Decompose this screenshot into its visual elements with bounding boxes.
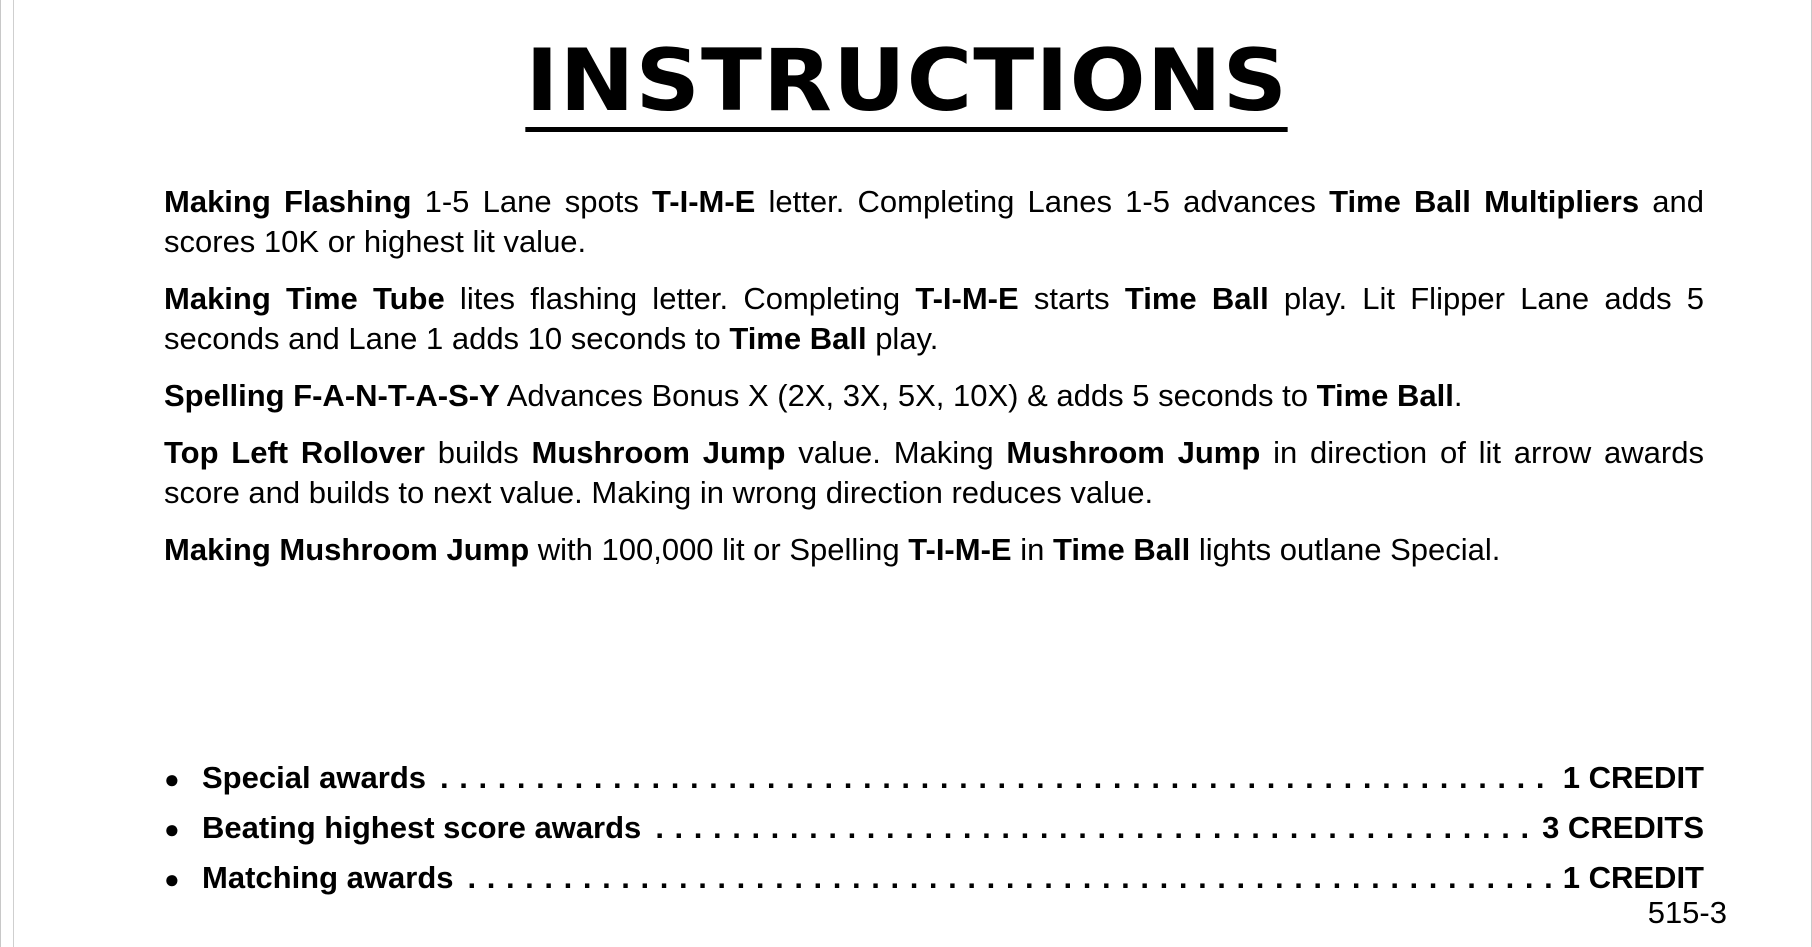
dot-leader	[468, 853, 1551, 903]
rule-bold-text: T-I-M-E	[908, 532, 1012, 567]
bullet-icon: ●	[164, 864, 180, 894]
rule-bold-text: Making Time Tube	[164, 281, 445, 316]
rule-bold-text: Mushroom Jump	[1006, 435, 1261, 470]
rule-bold-text: T-I-M-E	[652, 184, 756, 219]
rule-paragraph	[164, 530, 1704, 570]
rule-text: 1-5 Lane spots	[411, 184, 653, 219]
award-label: Special awards	[202, 760, 427, 795]
dot-leader	[655, 803, 1530, 853]
title-text: INSTRUCTIONS	[525, 31, 1289, 131]
rule-paragraph	[164, 376, 1704, 416]
rule-bold-text: Making Flashing	[164, 184, 412, 219]
award-row	[164, 753, 1704, 803]
award-value: 1 CREDIT	[1562, 860, 1704, 895]
rule-bold-text: Mushroom Jump	[531, 435, 786, 470]
rule-text: in direction of lit arrow awards score and builds to next value. Making in wrong direction reduces value.	[164, 435, 1704, 510]
rule-bold-text: Making Mushroom Jump	[164, 532, 530, 567]
rule-bold-text: Time Ball	[729, 321, 867, 356]
rule-bold-text: Time Ball	[1124, 281, 1269, 316]
rule-bold-text: Time Ball	[1316, 378, 1454, 413]
award-row	[164, 803, 1704, 853]
award-label: Beating highest score awards	[202, 810, 642, 845]
awards-list	[164, 753, 1704, 903]
rule-text: letter. Completing Lanes 1-5 advances	[755, 184, 1330, 219]
dot-leader	[440, 753, 1551, 803]
rule-text: value. Making	[785, 435, 1007, 470]
rule-bold-text: Time Ball Multipliers	[1329, 184, 1640, 219]
award-row	[164, 853, 1704, 903]
award-value: 3 CREDITS	[1542, 810, 1704, 845]
page-edge-line	[13, 0, 14, 947]
rules-list	[164, 182, 1704, 587]
rule-bold-text: Spelling F-A-N-T-A-S-Y	[164, 378, 500, 413]
rule-text: in	[1011, 532, 1053, 567]
rule-text: lites flashing letter. Completing	[444, 281, 916, 316]
rule-bold-text: T-I-M-E	[915, 281, 1019, 316]
award-value: 1 CREDIT	[1562, 760, 1704, 795]
rule-paragraph	[164, 433, 1704, 513]
rule-text: play.	[866, 321, 939, 356]
rule-text: with 100,000 lit or Spelling	[529, 532, 909, 567]
rule-paragraph	[164, 279, 1704, 359]
rule-bold-text: Top Left Rollover	[164, 435, 425, 470]
award-label: Matching awards	[202, 860, 454, 895]
rule-text: and scores 10K or highest lit value.	[164, 184, 1704, 259]
rule-text: lights outlane Special.	[1190, 532, 1501, 567]
rule-text: Advances Bonus X (2X, 3X, 5X, 10X) & adds 5 seconds to	[499, 378, 1317, 413]
rule-text: builds	[424, 435, 532, 470]
page-number: 515-3	[1647, 895, 1727, 930]
page-title	[1, 31, 1812, 132]
bullet-icon: ●	[164, 814, 180, 844]
rule-paragraph	[164, 182, 1704, 262]
bullet-icon: ●	[164, 764, 180, 794]
rule-bold-text: Time Ball	[1052, 532, 1191, 567]
rule-text: play. Lit Flipper Lane adds 5 seconds and Lane 1 adds 10 seconds to	[164, 281, 1705, 356]
rule-text: starts	[1018, 281, 1125, 316]
rule-text: .	[1453, 378, 1463, 413]
